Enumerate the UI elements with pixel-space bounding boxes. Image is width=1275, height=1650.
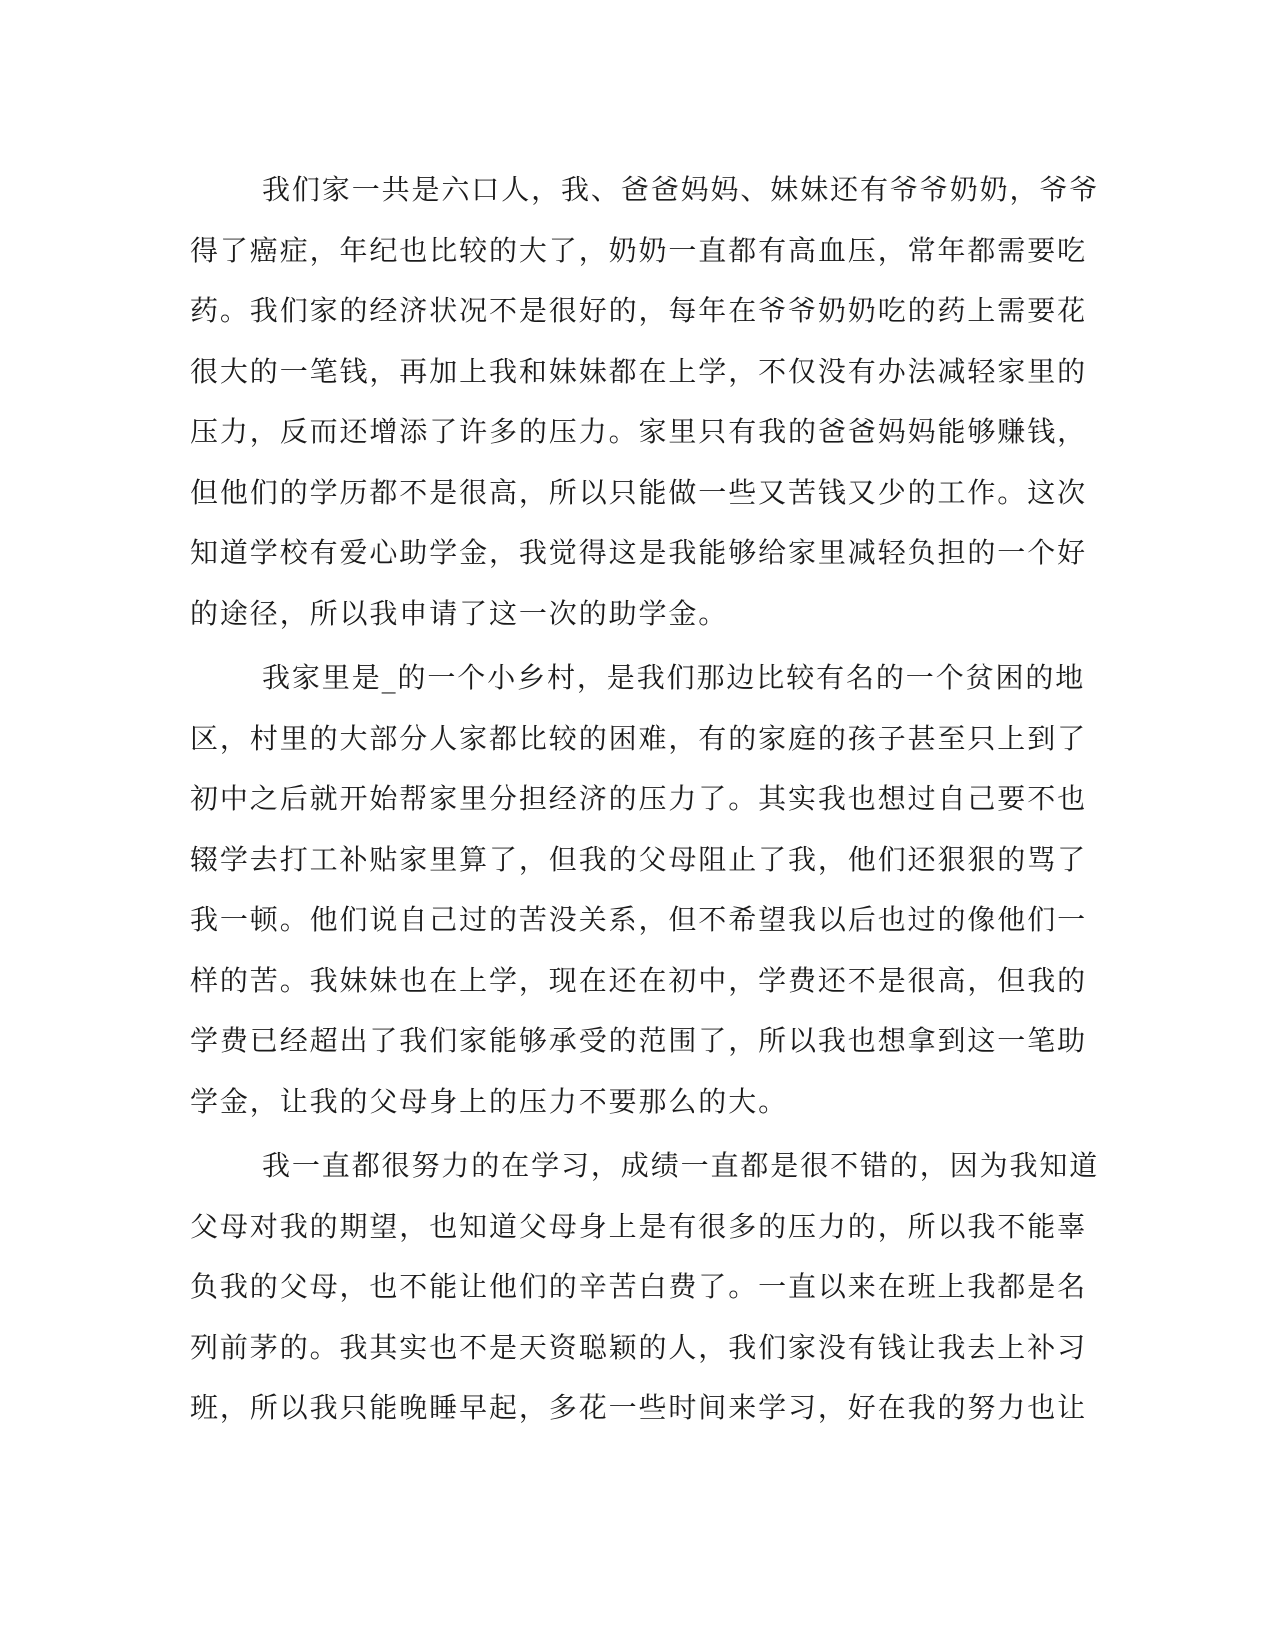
text-line: 辍学去打工补贴家里算了，但我的父母阻止了我，他们还狠狠的骂了 <box>190 842 1088 876</box>
text-line: 得了癌症，年纪也比较的大了，奶奶一直都有高血压，常年都需要吃 <box>190 233 1088 267</box>
text-line: 的途径，所以我申请了这一次的助学金。 <box>190 596 729 630</box>
text-line: 我一顿。他们说自己过的苦没关系，但不希望我以后也过的像他们一 <box>190 903 1088 936</box>
text-line: 我家里是_的一个小乡村，是我们那边比较有名的一个贫困的地 <box>262 661 1086 694</box>
text-line: 知道学校有爱心助学金，我觉得这是我能够给家里减轻负担的一个好 <box>190 536 1088 569</box>
text-line: 我一直都很努力的在学习，成绩一直都是很不错的，因为我知道 <box>262 1149 1100 1182</box>
text-line: 区，村里的大部分人家都比较的困难，有的家庭的孩子甚至只上到了 <box>190 721 1088 755</box>
text-line: 我们家一共是六口人，我、爸爸妈妈、妹妹还有爷爷奶奶，爷爷 <box>262 173 1100 206</box>
text-line: 负我的父母，也不能让他们的辛苦白费了。一直以来在班上我都是名 <box>190 1270 1088 1303</box>
text-line: 但他们的学历都不是很高，所以只能做一些又苦钱又少的工作。这次 <box>190 475 1088 509</box>
text-line: 初中之后就开始帮家里分担经济的压力了。其实我也想过自己要不也 <box>190 782 1088 815</box>
paragraph-hometown <box>190 648 1090 1132</box>
text-line: 样的苦。我妹妹也在上学，现在还在初中，学费还不是很高，但我的 <box>190 963 1088 997</box>
paragraph-family-members <box>190 160 1100 644</box>
text-line: 很大的一笔钱，再加上我和妹妹都在上学，不仅没有办法减轻家里的 <box>190 354 1088 388</box>
text-line: 班，所以我只能晚睡早起，多花一些时间来学习，好在我的努力也让 <box>190 1391 1088 1424</box>
body-text <box>190 160 1100 1439</box>
text-line: 压力，反而还增添了许多的压力。家里只有我的爸爸妈妈能够赚钱， <box>190 415 1088 448</box>
text-line: 学金，让我的父母身上的压力不要那么的大。 <box>190 1084 789 1118</box>
paragraph-study-effort <box>190 1136 1100 1439</box>
text-line: 药。我们家的经济状况不是很好的，每年在爷爷奶奶吃的药上需要花 <box>190 294 1088 327</box>
text-line: 父母对我的期望，也知道父母身上是有很多的压力的，所以我不能辜 <box>190 1209 1088 1243</box>
text-line: 列前茅的。我其实也不是天资聪颖的人，我们家没有钱让我去上补习 <box>190 1330 1088 1364</box>
text-line: 学费已经超出了我们家能够承受的范围了，所以我也想拿到这一笔助 <box>190 1024 1088 1057</box>
